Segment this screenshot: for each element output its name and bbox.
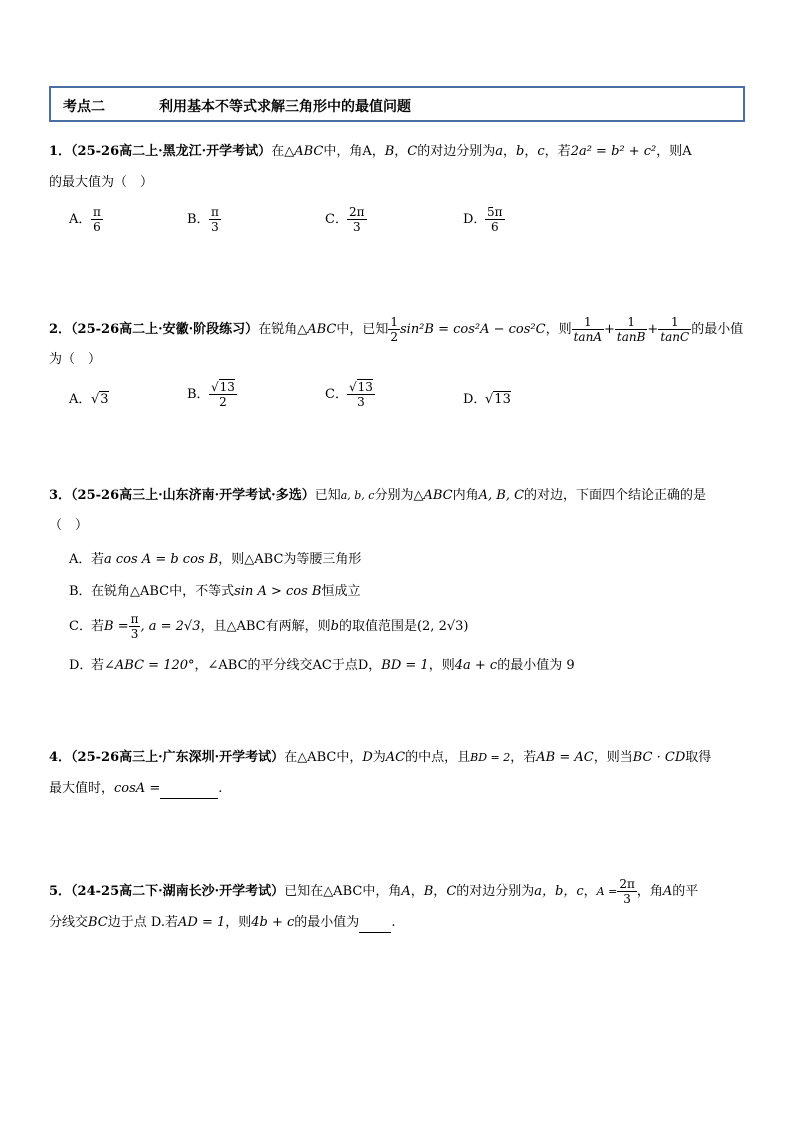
option-label: D． xyxy=(69,658,93,673)
q2-option-d[interactable]: D．√13 xyxy=(463,388,511,407)
q1-var: b xyxy=(516,144,525,159)
q4-text: 的中点，且 xyxy=(405,750,471,765)
option-text: ，且△ABC有两解，则 xyxy=(200,619,331,634)
q1-text: ，若 xyxy=(544,144,571,159)
answer-blank[interactable] xyxy=(359,914,391,933)
q1-triangle: ABC xyxy=(294,144,324,159)
option-text: 若 xyxy=(91,658,105,673)
q4-text: 取得 xyxy=(685,750,712,765)
q2-source: （25-26高二上·安徽·阶段练习） xyxy=(71,322,259,337)
q2-option-c[interactable] xyxy=(325,380,375,409)
q1-text: ，则A xyxy=(656,144,692,159)
fraction-den: 3 xyxy=(130,627,139,641)
option-fraction xyxy=(129,612,141,641)
q5-text: 已知在△ABC中，角 xyxy=(284,884,402,899)
option-fraction: $\frac{√13}{2}$ xyxy=(211,380,235,409)
q5-var: BC xyxy=(88,915,108,930)
fraction-den: tanB xyxy=(616,330,646,344)
fraction-den: 2 xyxy=(219,395,227,409)
q5-text: 的对边分别为 xyxy=(456,884,535,899)
q5-text: . xyxy=(391,915,396,930)
q5-text: 的平 xyxy=(672,884,699,899)
answer-blank[interactable] xyxy=(160,780,218,799)
q5-text: ，角 xyxy=(636,884,663,899)
fraction-num: 5π xyxy=(487,205,503,219)
question-5-line2 xyxy=(49,914,749,933)
fraction-num: 1 xyxy=(658,315,691,330)
q1-option-a[interactable] xyxy=(69,205,103,234)
option-label: B． xyxy=(187,212,210,227)
option-label: C． xyxy=(69,619,92,634)
question-5 xyxy=(49,877,749,906)
q1-sep: ， xyxy=(503,144,517,159)
q5-equation: AD = 1 xyxy=(178,915,226,930)
option-fraction xyxy=(347,205,367,234)
q1-equation: 2a² = b² + c² xyxy=(570,144,657,159)
q5-equation: A = xyxy=(596,885,618,898)
section-tag: 考点二 xyxy=(63,99,105,115)
q2-equation: sin²B = cos²A − cos²C xyxy=(399,322,546,337)
q4-text: 最大值时， xyxy=(49,781,115,796)
fraction-den: 3 xyxy=(357,395,365,409)
q2-number: 2． xyxy=(49,322,72,337)
fraction-den: 3 xyxy=(352,220,361,234)
q3-source: （25-26高三上·山东济南·开学考试·多选） xyxy=(71,488,315,503)
q5-text: ， xyxy=(410,884,424,899)
option-label: C． xyxy=(325,387,348,402)
q1-text: 在△ xyxy=(271,144,295,159)
question-4-line2 xyxy=(49,780,749,799)
q1-text: 中，角A， xyxy=(323,144,385,159)
q2-term-3 xyxy=(658,315,691,344)
option-label: D． xyxy=(463,392,487,407)
option-value: 13 xyxy=(494,392,511,407)
q5-number: 5． xyxy=(49,884,72,899)
fraction-den: 2 xyxy=(390,330,398,344)
option-text: ，则△ABC为等腰三角形 xyxy=(218,552,362,567)
option-fraction xyxy=(91,205,103,234)
fraction-num: 2π xyxy=(349,205,365,219)
q5-text: ， xyxy=(433,884,447,899)
fraction-den: tanC xyxy=(660,330,690,344)
fraction-num: 1 xyxy=(572,315,604,330)
q3-text: 内角 xyxy=(452,488,479,503)
q5-vars: a，b，c xyxy=(534,884,584,899)
q3-vars: a, b, c xyxy=(340,489,375,502)
q2-option-b[interactable] xyxy=(187,380,237,409)
option-label: B． xyxy=(69,584,92,599)
q4-equation: BD = 2 xyxy=(470,751,511,764)
q5-text: ， xyxy=(583,884,597,899)
q2-term-1 xyxy=(572,315,604,344)
question-1-line2: 的最大值为（ ） xyxy=(49,175,154,190)
option-label: D． xyxy=(463,212,487,227)
question-3 xyxy=(49,487,749,505)
q5-var: C xyxy=(446,884,457,899)
option-text: 的最小值为 9 xyxy=(497,658,575,673)
question-2 xyxy=(49,315,749,344)
fraction-num: π xyxy=(130,612,139,626)
q3-option-a[interactable] xyxy=(69,548,361,567)
section-header xyxy=(49,86,745,122)
q5-text: 的最小值为 xyxy=(294,915,360,930)
option-equation: 4a + c xyxy=(454,658,498,673)
option-fraction xyxy=(485,205,505,234)
q1-option-c[interactable] xyxy=(325,205,367,234)
option-range: (2, 2√3) xyxy=(416,619,469,634)
q4-equation: cosA = xyxy=(114,781,161,796)
q5-fraction xyxy=(617,877,637,906)
option-text: ，则 xyxy=(428,658,455,673)
question-2-line2: 为（ ） xyxy=(49,352,102,367)
q3-text: 已知 xyxy=(314,488,341,503)
option-text: 若 xyxy=(91,619,105,634)
fraction-num: 2π xyxy=(619,877,635,891)
fraction-num: 13 xyxy=(357,380,373,394)
option-text: 的取值范围是 xyxy=(338,619,417,634)
q3-option-c[interactable] xyxy=(69,612,468,641)
q3-triangle: ABC xyxy=(423,488,453,503)
option-equation: B = xyxy=(104,619,129,634)
q3-option-d[interactable] xyxy=(69,654,575,673)
q5-text: ，则 xyxy=(225,915,252,930)
q1-var: c xyxy=(537,144,545,159)
option-var: b xyxy=(330,619,339,634)
fraction-den: 3 xyxy=(623,892,631,906)
fraction-num: 1 xyxy=(390,315,398,329)
q2-plus: + xyxy=(647,322,659,337)
q3-text: 分别为△ xyxy=(374,488,424,503)
section-title: 利用基本不等式求解三角形中的最值问题 xyxy=(159,99,411,115)
q2-triangle: ABC xyxy=(307,322,337,337)
question-4 xyxy=(49,749,749,767)
option-label: A． xyxy=(69,552,92,567)
q4-text: 为 xyxy=(372,750,386,765)
q4-equation: BC · CD xyxy=(632,750,686,765)
option-label: B． xyxy=(187,387,210,402)
q5-var: B xyxy=(423,884,434,899)
option-value: 3 xyxy=(100,392,109,407)
question-3-line2: （ ） xyxy=(49,518,89,533)
q1-option-b[interactable] xyxy=(187,205,221,234)
fraction-den: 6 xyxy=(490,220,499,234)
q4-equation: AB = AC xyxy=(536,750,594,765)
q5-source: （24-25高二下·湖南长沙·开学考试） xyxy=(71,884,285,899)
q3-option-b[interactable] xyxy=(69,580,361,599)
q1-option-d[interactable] xyxy=(463,205,505,234)
q1-number: 1． xyxy=(49,144,72,159)
q1-sep: ， xyxy=(524,144,538,159)
q3-angles: A, B, C xyxy=(478,488,525,503)
q1-var: B xyxy=(384,144,395,159)
option-fraction xyxy=(209,205,221,234)
q5-var: A xyxy=(662,884,673,899)
option-equation: ∠ABC = 120° xyxy=(104,658,195,673)
q1-var: C xyxy=(407,144,418,159)
q2-option-a[interactable]: A．√3 xyxy=(69,388,109,407)
q1-var: a xyxy=(495,144,504,159)
option-fraction: $\frac{√13}{3}$ xyxy=(349,380,373,409)
q3-number: 3． xyxy=(49,488,72,503)
q4-text: . xyxy=(218,781,223,796)
option-label: C． xyxy=(325,212,348,227)
q4-text: 在△ABC中， xyxy=(284,750,363,765)
question-1 xyxy=(49,143,749,161)
q3-text: 的对边，下面四个结论正确的是 xyxy=(524,488,707,503)
q2-term-2 xyxy=(615,315,648,344)
q4-var: AC xyxy=(385,750,406,765)
q4-var: D xyxy=(362,750,373,765)
fraction-den: 6 xyxy=(93,220,101,234)
q5-text: 边于点 D.若 xyxy=(107,915,178,930)
q4-text: ，则当 xyxy=(593,750,633,765)
q1-sep: ， xyxy=(394,144,408,159)
fraction-den: 3 xyxy=(211,220,219,234)
option-equation: a cos A = b cos B xyxy=(104,552,219,567)
option-text: 若 xyxy=(91,552,105,567)
option-label: A． xyxy=(69,212,92,227)
option-equation: BD = 1 xyxy=(381,658,429,673)
q4-text: ，若 xyxy=(510,750,537,765)
q1-source: （25-26高二上·黑龙江·开学考试） xyxy=(71,144,272,159)
q2-half xyxy=(388,315,400,344)
option-equation: sin A > cos B xyxy=(234,584,322,599)
option-label: A． xyxy=(69,392,92,407)
fraction-num: 13 xyxy=(219,380,235,394)
q4-number: 4． xyxy=(49,750,72,765)
q5-text: 分线交 xyxy=(49,915,89,930)
fraction-num: π xyxy=(211,205,219,219)
fraction-den: tanA xyxy=(573,330,602,344)
q2-text: 的最小值 xyxy=(691,322,744,337)
q2-text: ，则 xyxy=(545,322,572,337)
option-text: ，∠ABC的平分线交AC于点D， xyxy=(194,658,382,673)
option-equation: , a = 2√3 xyxy=(140,619,201,634)
fraction-num: π xyxy=(93,205,101,219)
q5-equation: 4b + c xyxy=(251,915,295,930)
option-text: 在锐角△ABC中，不等式 xyxy=(91,584,235,599)
q5-var: A xyxy=(401,884,411,899)
option-text: 恒成立 xyxy=(321,584,361,599)
q2-plus: + xyxy=(603,322,615,337)
q1-text: 的对边分别为 xyxy=(417,144,496,159)
q2-text: 中，已知 xyxy=(336,322,389,337)
fraction-num: 1 xyxy=(615,315,648,330)
q2-text: 在锐角△ xyxy=(258,322,308,337)
q4-source: （25-26高三上·广东深圳·开学考试） xyxy=(71,750,285,765)
